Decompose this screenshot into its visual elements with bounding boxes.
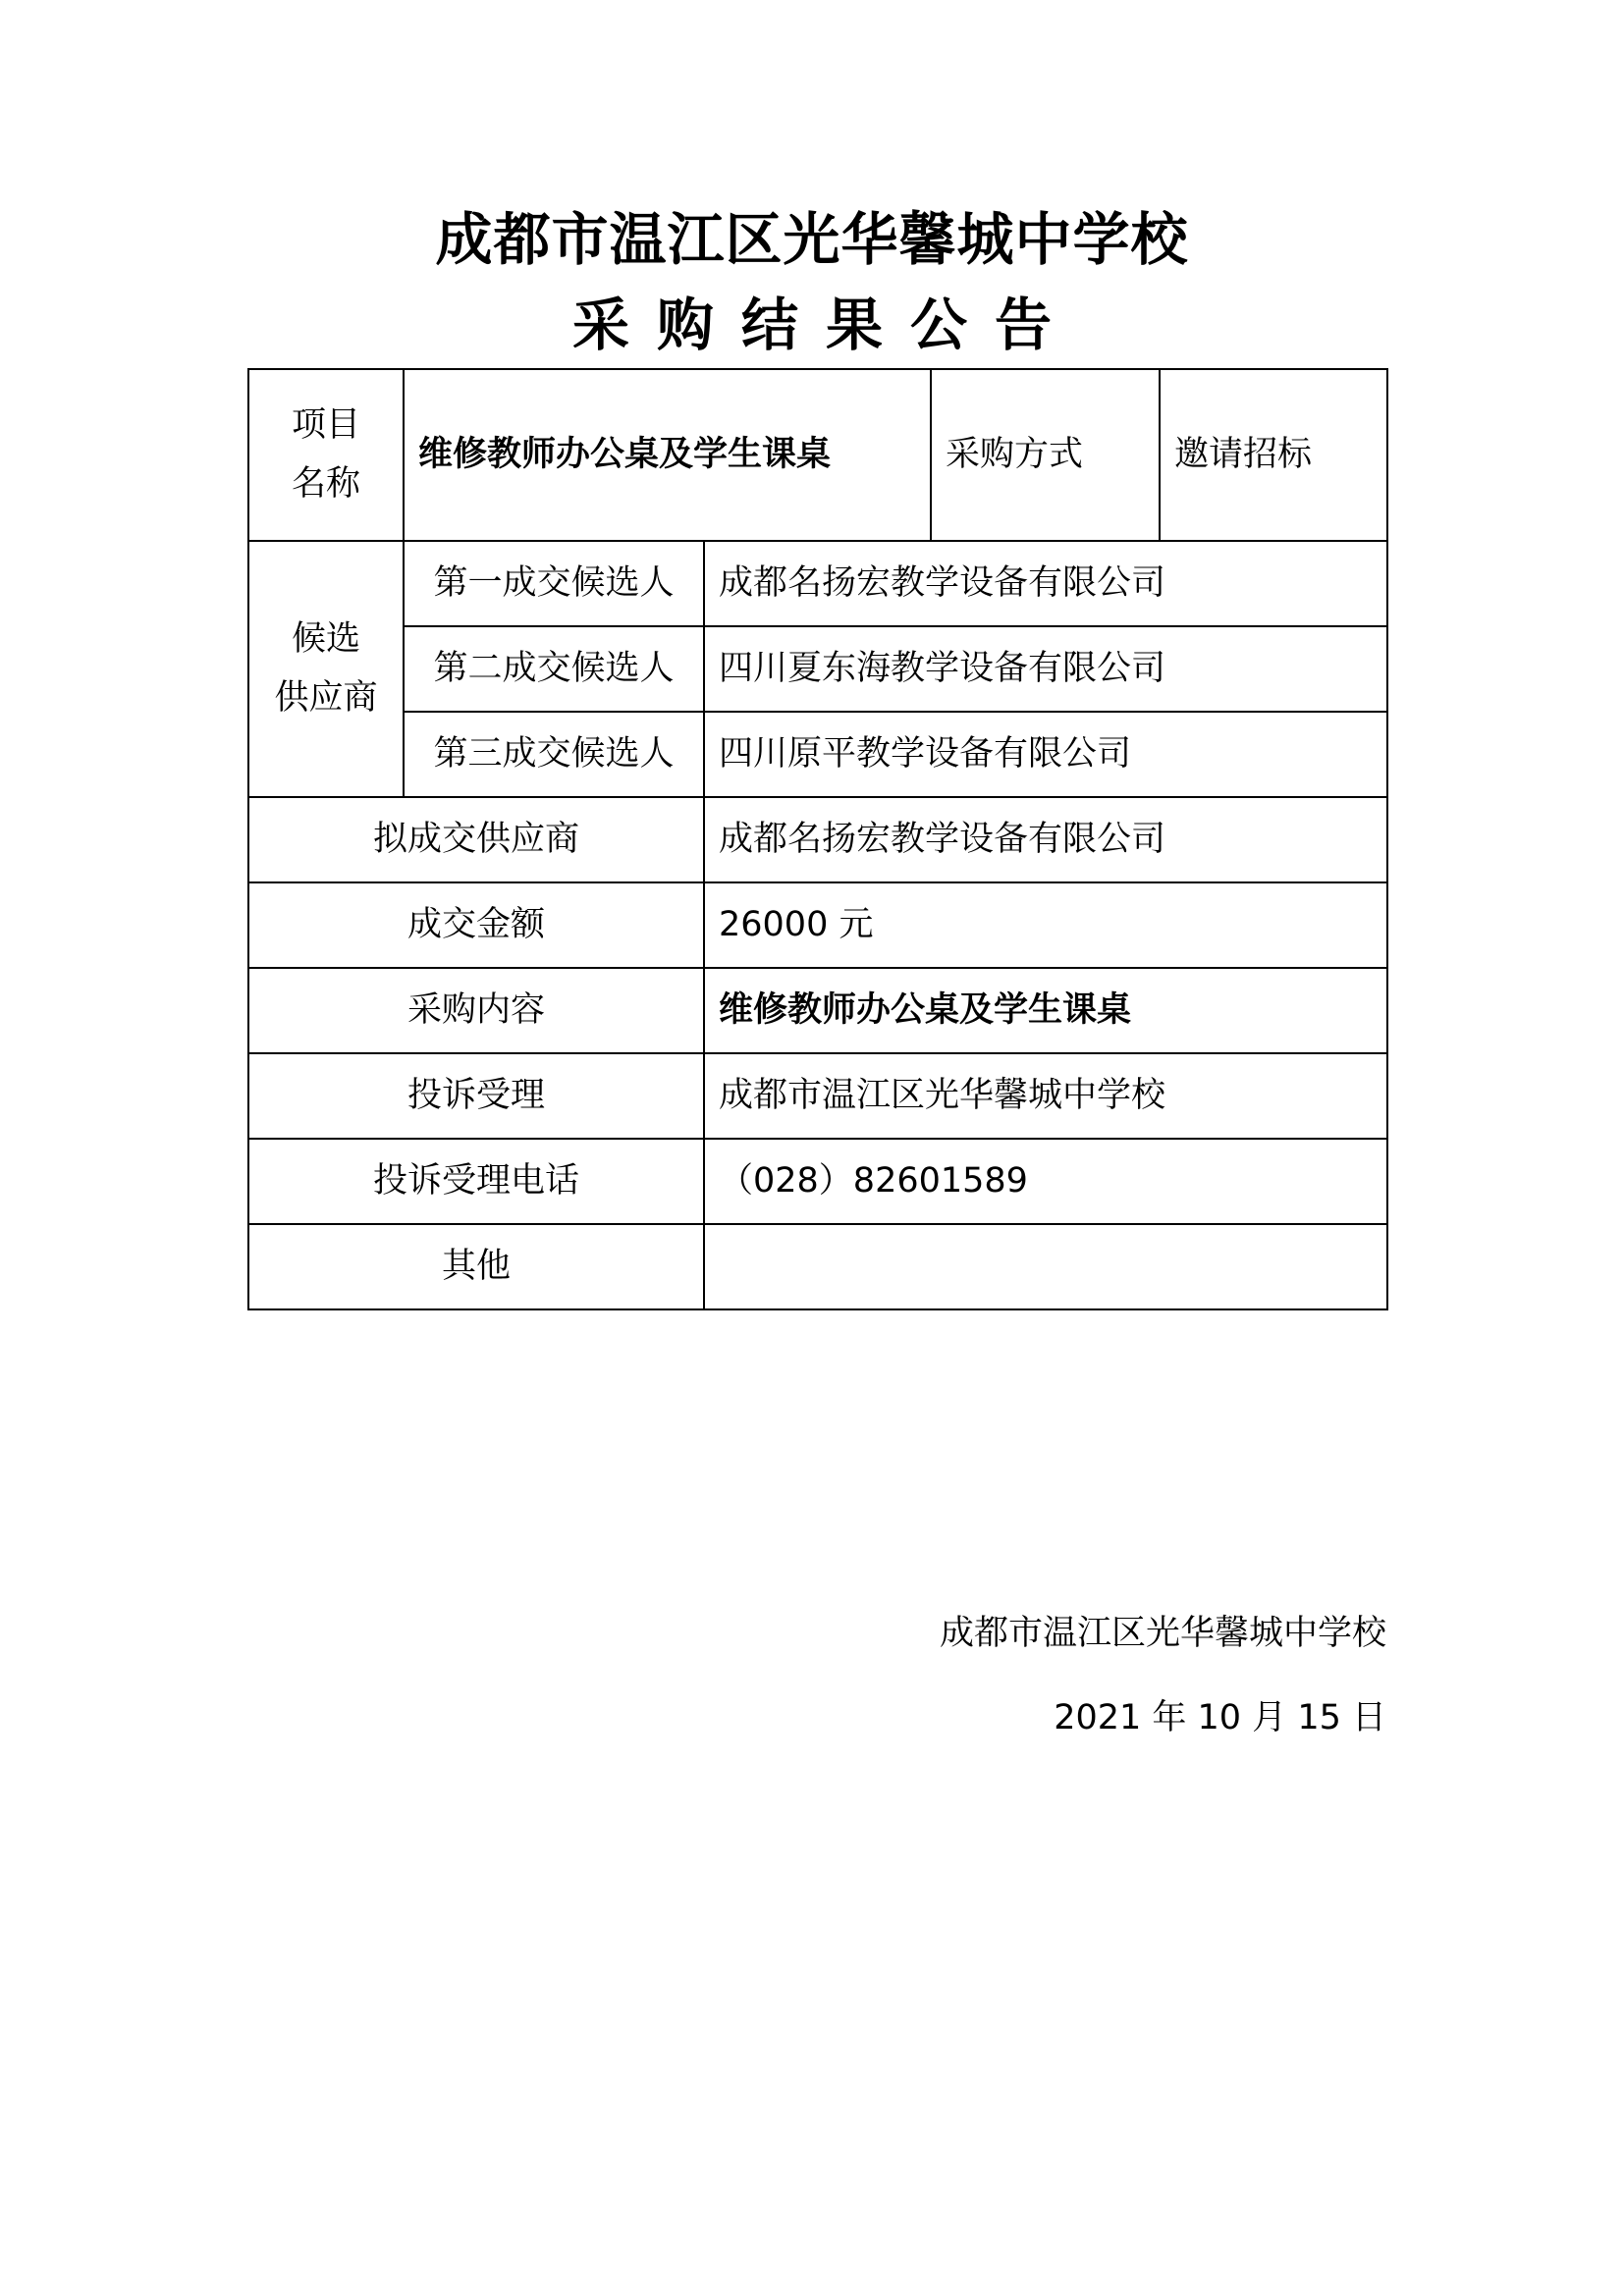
footer-date: 2021 年 10 月 15 日 — [1054, 1698, 1386, 1737]
procurement-method-value: 邀请招标 — [1160, 369, 1387, 541]
other-label: 其他 — [248, 1224, 704, 1309]
project-name-value: 维修教师办公桌及学生课桌 — [404, 369, 931, 541]
footer-organization: 成都市温江区光华馨城中学校 — [939, 1614, 1386, 1653]
content-value: 维修教师办公桌及学生课桌 — [704, 968, 1387, 1053]
candidate-rank-1: 第一成交候选人 — [404, 541, 704, 626]
supplier-value: 成都名扬宏教学设备有限公司 — [704, 797, 1387, 882]
amount-value: 26000 元 — [704, 882, 1387, 968]
complaint-label: 投诉受理 — [248, 1053, 704, 1139]
complaint-value: 成都市温江区光华馨城中学校 — [704, 1053, 1387, 1139]
candidates-label-cell — [248, 541, 404, 797]
candidate-row — [248, 626, 1387, 712]
procurement-result-table — [247, 368, 1388, 1310]
complaint-row — [248, 1053, 1387, 1139]
candidate-company-2: 四川夏东海教学设备有限公司 — [704, 626, 1387, 712]
org-title: 成都市温江区光华馨城中学校 — [435, 206, 1189, 273]
supplier-row — [248, 797, 1387, 882]
candidates-label-line2: 供应商 — [274, 677, 378, 718]
project-name-label-line1: 项目 — [291, 405, 360, 445]
amount-label: 成交金额 — [248, 882, 704, 968]
project-name-label-cell — [248, 369, 404, 541]
candidate-row — [248, 712, 1387, 797]
candidate-company-1: 成都名扬宏教学设备有限公司 — [704, 541, 1387, 626]
notice-title: 采购结果公告 — [571, 292, 1079, 358]
content-label: 采购内容 — [248, 968, 704, 1053]
procurement-method-label: 采购方式 — [931, 369, 1160, 541]
other-row — [248, 1224, 1387, 1309]
project-row — [248, 369, 1387, 541]
project-name-label-line2: 名称 — [291, 463, 360, 504]
phone-value: （028）82601589 — [704, 1139, 1387, 1224]
other-value — [704, 1224, 1387, 1309]
candidate-rank-3: 第三成交候选人 — [404, 712, 704, 797]
amount-row — [248, 882, 1387, 968]
supplier-label: 拟成交供应商 — [248, 797, 704, 882]
candidate-row — [248, 541, 1387, 626]
phone-label: 投诉受理电话 — [248, 1139, 704, 1224]
candidate-rank-2: 第二成交候选人 — [404, 626, 704, 712]
content-row — [248, 968, 1387, 1053]
candidate-company-3: 四川原平教学设备有限公司 — [704, 712, 1387, 797]
candidates-label-line1: 候选 — [291, 619, 360, 659]
phone-row — [248, 1139, 1387, 1224]
